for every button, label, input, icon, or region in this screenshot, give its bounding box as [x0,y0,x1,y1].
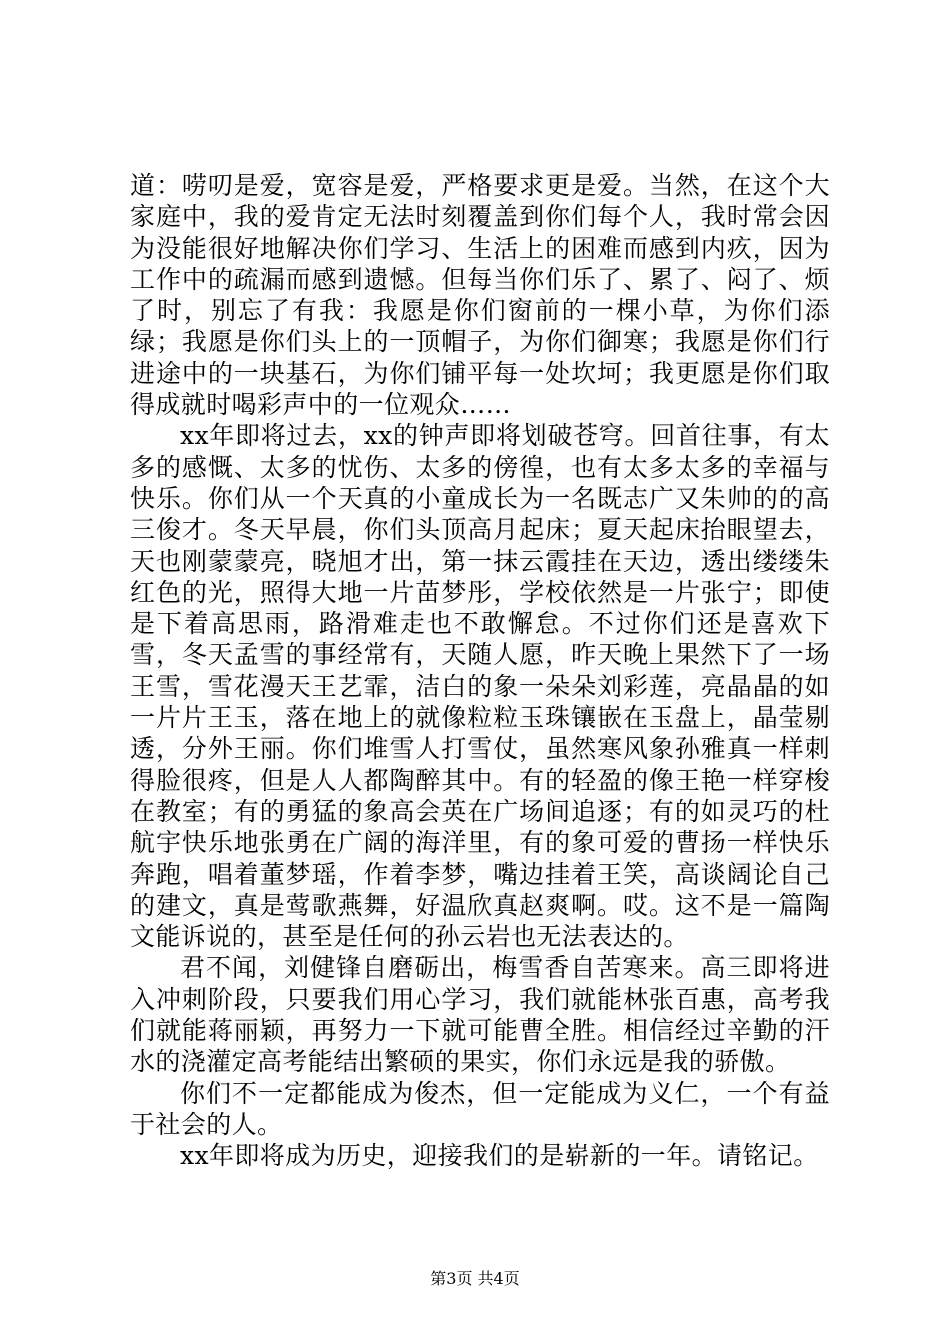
document-body [130,170,830,1172]
paragraph-1: 道：唠叨是爱，宽容是爱，严格要求更是爱。当然，在这个大家庭中，我的爱肯定无法时刻覆盖到你们每个人，我时常会因为没能很好地解决你们学习、生活上的困难而感到内疚，因为工作中的疏漏而感到遗憾。但每当你们乐了、累了、闷了、烦了时，别忘了有我：我愿是你们窗前的一棵小草，为你们添绿；我愿是你们头上的一顶帽子，为你们御寒；我愿是你们行进途中的一块基石，为你们铺平每一处坎坷；我更愿是你们取得成就时喝彩声中的一位观众…… [130,171,830,420]
paragraph-5: xx年即将成为历史，迎接我们的是崭新的一年。请铭记。 [180,1141,819,1171]
page-footer: 第3页 共4页 [430,1269,520,1288]
paragraph-4: 你们不一定都能成为俊杰，但一定能成为义仁，一个有益于社会的人。 [130,1078,830,1139]
paragraph-2: xx年即将过去，xx的钟声即将划破苍穹。回首往事，有太多的感慨、太多的忧伤、太多的傍徨，也有太多太多的幸福与快乐。你们从一个天真的小童成长为一名既志广又朱帅的的高三俊才。冬天早晨，你们头顶高月起床；夏天起床抬眼望去，天也刚蒙蒙亮，晓旭才出，第一抹云霞挂在天边，透出缕缕朱红色的光，照得大地一片苗梦彤，学校依然是一片张宁；即使是下着高思雨，路滑难走也不敢懈怠。不过你们还是喜欢下雪，冬天孟雪的事经常有，天随人愿，昨天晚上果然下了一场王雪，雪花漫天王艺霏，洁白的象一朵朵刘彩莲，亮晶晶的如一片片王玉，落在地上的就像粒粒玉珠镶嵌在玉盘上，晶莹剔透，分外王丽。你们堆雪人打雪仗，虽然寒风象孙雅真一样刺得脸很疼，但是人人都陶醉其中。有的轻盈的像王艳一样穿梭在教室；有的勇猛的象高会英在广场间追逐；有的如灵巧的杜航宇快乐地张勇在广阔的海洋里，有的象可爱的曹扬一样快乐奔跑，唱着董梦瑶，作着李梦，嘴边挂着王笑，高谈阔论自己的建文，真是莺歌燕舞，好温欣真赵爽啊。哎。这不是一篇陶文能诉说的，甚至是任何的孙云岩也无法表达的。 [130,421,830,952]
paragraph-3: 君不闻，刘健锋自磨砺出，梅雪香自苦寒来。高三即将进入冲刺阶段，只要我们用心学习，我们就能林张百惠，高考我们就能蒋丽颖，再努力一下就可能曹全胜。相信经过辛勤的汗水的浇灌定高考能结出繁硕的果实，你们永远是我的骄傲。 [130,953,830,1077]
